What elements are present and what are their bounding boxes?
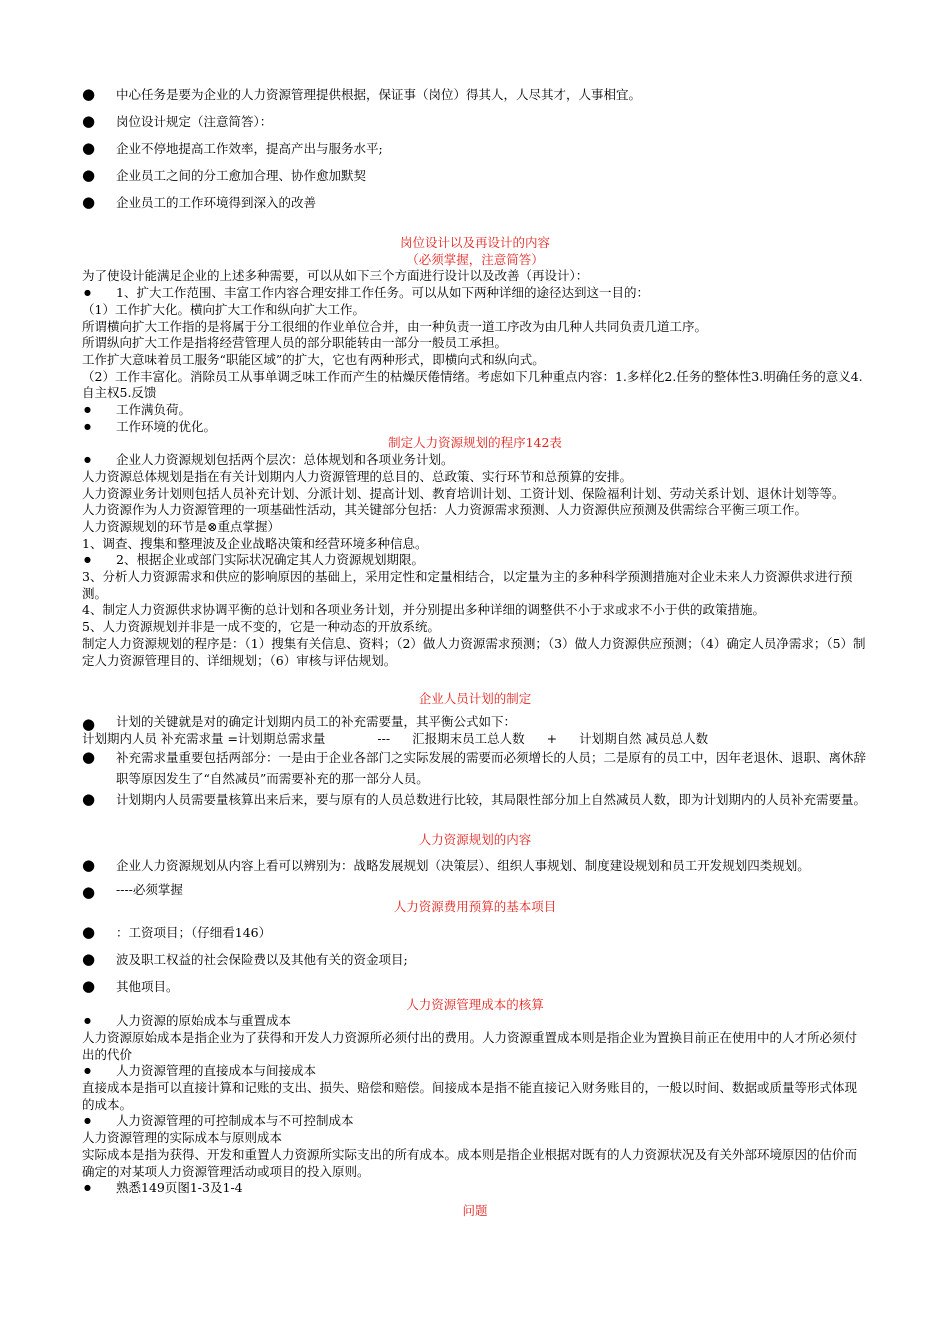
- paragraph: 为了使设计能满足企业的上述多种需要，可以从如下三个方面进行设计以及改善（再设计）：: [82, 268, 589, 284]
- paragraph: （2）工作丰富化。消除员工从事单调乏味工作而产生的枯燥厌倦情绪。考虑如下几种重点内容：1.多样化2.任务的整体性3.明确任务的意义4.自主权5.反馈: [82, 368, 863, 401]
- balance-formula: [82, 731, 868, 748]
- bullet-item: ● 人力资源管理的直接成本与间接成本: [82, 1063, 868, 1080]
- document-page: [82, 84, 868, 1220]
- bullet-item: ● 岗位设计规定（注意简答）：: [82, 111, 868, 132]
- bullet-item: ● 其他项目。: [82, 976, 868, 997]
- bullet-item: ● 2、根据企业或部门实际状况确定其人力资源规划期限。: [82, 552, 868, 569]
- formula-operator: ---: [377, 730, 391, 746]
- paragraph: 人力资源管理的实际成本与原则成本: [82, 1130, 283, 1146]
- paragraph: 人力资源规划的环节是⊗重点掌握）: [82, 518, 280, 534]
- paragraph: 4、制定人力资源供求协调平衡的总计划和各项业务计划，并分别提出多种详细的调整供不小于求或求不小于供的政策措施。: [82, 602, 765, 618]
- paragraph: 工作扩大意味着员工服务“职能区域”的扩大，它也有两种形式，即横向式和纵向式。: [82, 351, 545, 367]
- bullet-item: ● 1、扩大工作范围、丰富工作内容合理安排工作任务。可以从如下两种详细的途径达到这一目的：: [82, 285, 868, 302]
- bullet-item: ● 中心任务是要为企业的人力资源管理提供根据，保证事（岗位）得其人，人尽其才，人事相宜。: [82, 84, 868, 105]
- paragraph: 实际成本是指为获得、开发和重置人力资源所实际支出的所有成本。成本则是指企业根据对既有的人力资源状况及有关外部环境原因的估价而确定的对某项人力资源管理活动或项目的投入原则。: [82, 1146, 858, 1179]
- section-title: 制定人力资源规划的程序142表: [388, 435, 562, 451]
- bullet-item: ● ：工资项目；（仔细看146）: [82, 922, 868, 943]
- bullet-item: ● 企业员工之间的分工愈加合理、协作愈加默契: [82, 165, 868, 186]
- section-title: 企业人员计划的制定: [418, 691, 532, 707]
- bullet-item: ● 企业不停地提高工作效率，提高产出与服务水平;: [82, 138, 868, 159]
- formula-term: 计划期自然 减员总人数: [579, 730, 709, 746]
- paragraph: （1）工作扩大化。横向扩大工作和纵向扩大工作。: [82, 301, 365, 317]
- bullet-item: ● ----必须掌握: [82, 882, 868, 899]
- paragraph: 直接成本是指可以直接计算和记账的支出、损失、赔偿和赔偿。间接成本是指不能直接记入财务账目的，一般以时间、数据或质量等形式体现的成本。: [82, 1080, 858, 1112]
- bullet-item: ● 企业人力资源规划从内容上看可以辨别为：战略发展规划（决策层）、组织人事规划、制度建设规划和员工开发规划四类规划。: [82, 855, 868, 876]
- bullet-item: ● 熟悉149页图1-3及1-4: [82, 1180, 868, 1197]
- bullet-item: ● 计划的关键就是对的确定计划期内员工的补充需要量，其平衡公式如下：: [82, 714, 868, 731]
- paragraph: 人力资源原始成本是指企业为了获得和开发人力资源所必须付出的费用。人力资源重置成本则是指企业为置换目前正在使用中的人才所必须付出的代价: [82, 1029, 858, 1062]
- paragraph: 5、人力资源规划并非是一成不变的，它是一种动态的开放系统。: [82, 619, 440, 635]
- paragraph: 人力资源总体规划是指在有关计划期内人力资源管理的总目的、总政策、实行环节和总预算的安排。: [82, 468, 633, 484]
- section-title: 人力资源管理成本的核算: [406, 996, 544, 1012]
- section-title: 问题: [462, 1202, 488, 1218]
- formula-term: 汇报期末员工总人数: [412, 730, 525, 746]
- formula-operator: +: [546, 730, 558, 746]
- bullet-item: ● 企业员工的工作环境得到深入的改善: [82, 192, 868, 213]
- paragraph: 3、分析人力资源需求和供应的影响原因的基础上，采用定性和定量相结合，以定量为主的多种科学预测措施对企业未来人力资源供求进行预测。: [82, 569, 853, 601]
- paragraph: 人力资源业务计划则包括人员补充计划、分派计划、提高计划、教育培训计划、工资计划、保险福利计划、劳动关系计划、退休计划等等。: [82, 485, 845, 501]
- paragraph: 人力资源作为人力资源管理的一项基础性活动，其关键部分包括：人力资源需求预测、人力资源供应预测及供需综合平衡三项工作。: [82, 502, 808, 518]
- paragraph: 所谓纵向扩大工作是指将经营管理人员的部分职能转由一部分一般员工承担。: [82, 335, 508, 351]
- paragraph: 制定人力资源规划的程序是：（1）搜集有关信息、资料；（2）做人力资源需求预测；（3）做人力资源供应预测；（4）确定人员净需求；（5）制定人力资源管理目的、详细规划；（6）审核与评估规划。: [82, 635, 866, 668]
- bullet-item: ● 人力资源的原始成本与重置成本: [82, 1013, 868, 1030]
- bullet-item: ● 波及职工权益的社会保险费以及其他有关的资金项目;: [82, 949, 868, 970]
- bullet-item: ● 计划期内人员需要量核算出来后来，要与原有的人员总数进行比较，其局限性部分加上自然减员人数，即为计划期内的人员补充需要量。: [82, 789, 868, 810]
- bullet-item: ● 工作环境的优化。: [82, 419, 868, 436]
- bullet-item: ● 工作满负荷。: [82, 402, 868, 419]
- paragraph: 所谓横向扩大工作指的是将属于分工很细的作业单位合并，由一种负责一道工序改为由几种人共同负责几道工序。: [82, 318, 708, 334]
- section-title: 岗位设计以及再设计的内容: [399, 235, 550, 250]
- section-title: 人力资源费用预算的基本项目: [393, 898, 557, 914]
- paragraph: 1、调查、搜集和整理波及企业战略决策和经营环境多种信息。: [82, 535, 428, 551]
- section-title: 人力资源规划的内容: [418, 832, 532, 848]
- bullet-item: ● 补充需求量重要包括两部分：一是由于企业各部门之实际发展的需要而必须增长的人员；二是原有的员工中，因年老退休、退职、离休辞职等原因发生了“自然减员”而需要补充的那一部分人员。: [82, 747, 868, 789]
- section-subtitle: （必须掌握，注意简答）: [406, 251, 544, 267]
- bullet-item: ● 企业人力资源规划包括两个层次：总体规划和各项业务计划。: [82, 452, 868, 469]
- bullet-item: ● 人力资源管理的可控制成本与不可控制成本: [82, 1113, 868, 1130]
- formula-term: 计划期内人员 补充需求量 =计划期总需求量: [82, 730, 326, 746]
